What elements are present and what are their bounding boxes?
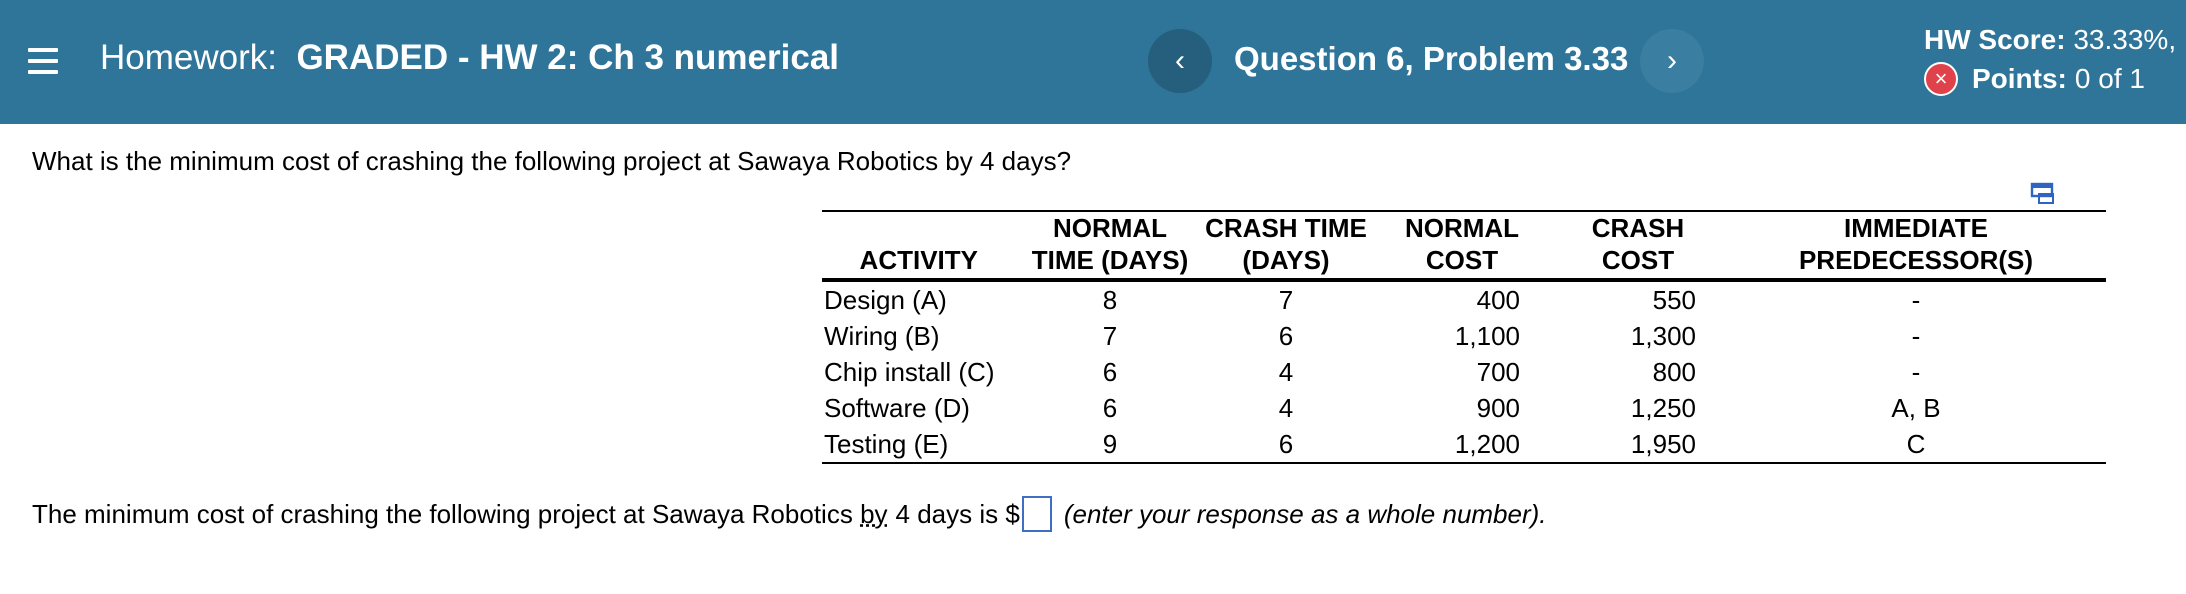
cell-crash-cost: 800 <box>1652 357 1696 387</box>
table-row <box>822 354 2106 390</box>
cell-crash-time: 6 <box>1278 321 1294 351</box>
answer-middle: 4 days is $ <box>895 498 1020 529</box>
header-crash-cost-line2: COST <box>1601 245 1675 275</box>
hw-score-value: 33.33%, <box>2073 24 2177 55</box>
cell-activity: Design (A) <box>824 285 947 315</box>
header-crash-time-line2: (DAYS) <box>1242 245 1330 275</box>
cell-crash-time: 4 <box>1278 393 1294 423</box>
header-normal-cost-line2: COST <box>1425 245 1499 275</box>
cell-normal-cost: 1,100 <box>1454 321 1520 351</box>
header-normal-time-line2: TIME (DAYS) <box>1031 245 1189 275</box>
cell-normal-time: 6 <box>1102 357 1118 387</box>
points-value: 0 of 1 <box>2074 63 2145 94</box>
chevron-left-icon: ‹ <box>1175 44 1185 77</box>
answer-by-link[interactable]: by <box>860 498 888 529</box>
cell-normal-cost: 900 <box>1476 393 1520 423</box>
previous-question-button[interactable] <box>1148 29 1212 93</box>
question-label: Question 6, Problem 3.33 <box>1234 40 1629 77</box>
table-header-row <box>822 211 2106 280</box>
header-activity <box>822 211 1022 280</box>
cell-crash-cost: 550 <box>1652 285 1696 315</box>
cell-normal-cost: 400 <box>1476 285 1520 315</box>
header-normal-time <box>1022 211 1198 280</box>
cell-crash-cost: 1,300 <box>1630 321 1696 351</box>
cell-normal-cost: 700 <box>1476 357 1520 387</box>
cell-normal-time: 7 <box>1102 321 1118 351</box>
cell-crash-time: 6 <box>1198 426 1374 463</box>
header-normal-time-line1: NORMAL <box>1052 213 1168 243</box>
header-crash-time-line1: CRASH TIME <box>1205 213 1367 243</box>
cell-predecessors: - <box>1911 285 1921 315</box>
cell-normal-time: 6 <box>1102 393 1118 423</box>
cell-predecessors: - <box>1911 321 1921 351</box>
homework-prefix: Homework: <box>100 38 277 77</box>
cell-predecessors: A, B <box>1891 393 1941 423</box>
points-label: Points: <box>1972 63 2067 94</box>
cell-crash-time: 7 <box>1278 285 1294 315</box>
header-predecessors <box>1726 211 2106 280</box>
header-normal-cost-line1: NORMAL <box>1404 213 1520 243</box>
answer-prefix: The minimum cost of crashing the following project at Sawaya Robotics <box>32 498 853 529</box>
table-row <box>822 280 2106 318</box>
cell-activity: Testing (E) <box>822 426 1022 463</box>
header-crash-cost <box>1550 211 1726 280</box>
points <box>1924 62 2145 96</box>
homework-name: GRADED - HW 2: Ch 3 numerical <box>296 38 840 77</box>
cell-activity: Software (D) <box>824 393 970 423</box>
hw-score <box>1924 24 2176 56</box>
chevron-right-icon: › <box>1667 44 1677 77</box>
copy-table-icon[interactable] <box>2030 182 2058 206</box>
header-crash-time <box>1198 211 1374 280</box>
cell-crash-time: 4 <box>1278 357 1294 387</box>
cell-predecessors: C <box>1726 426 2106 463</box>
answer-sentence <box>32 496 1547 532</box>
answer-input[interactable] <box>1022 496 1052 532</box>
header-predecessors-label: IMMEDIATE PREDECESSOR(S) <box>1798 213 2034 275</box>
table-row <box>822 318 2106 354</box>
table-row <box>822 426 2106 463</box>
top-bar <box>0 0 2186 124</box>
cell-activity: Wiring (B) <box>824 321 940 351</box>
menu-icon[interactable] <box>28 46 58 76</box>
hw-score-label: HW Score: <box>1924 24 2066 55</box>
cell-normal-time: 8 <box>1102 285 1118 315</box>
cell-crash-cost: 1,250 <box>1630 393 1696 423</box>
next-question-button[interactable] <box>1640 29 1704 93</box>
cell-predecessors: - <box>1911 357 1921 387</box>
project-activity-table <box>822 210 2106 464</box>
header-activity-label: ACTIVITY <box>859 245 978 275</box>
incorrect-icon: × <box>1924 62 1958 96</box>
header-crash-cost-line1: CRASH <box>1591 213 1685 243</box>
answer-hint: (enter your response as a whole number). <box>1063 498 1547 529</box>
cell-normal-time: 9 <box>1022 426 1198 463</box>
homework-title <box>100 38 839 78</box>
question-text: What is the minimum cost of crashing the following project at Sawaya Robotics by 4 days? <box>32 146 1072 176</box>
header-normal-cost <box>1374 211 1550 280</box>
cell-normal-cost: 1,200 <box>1374 426 1550 463</box>
cell-activity: Chip install (C) <box>824 357 995 387</box>
cell-crash-cost: 1,950 <box>1550 426 1726 463</box>
table-row <box>822 390 2106 426</box>
